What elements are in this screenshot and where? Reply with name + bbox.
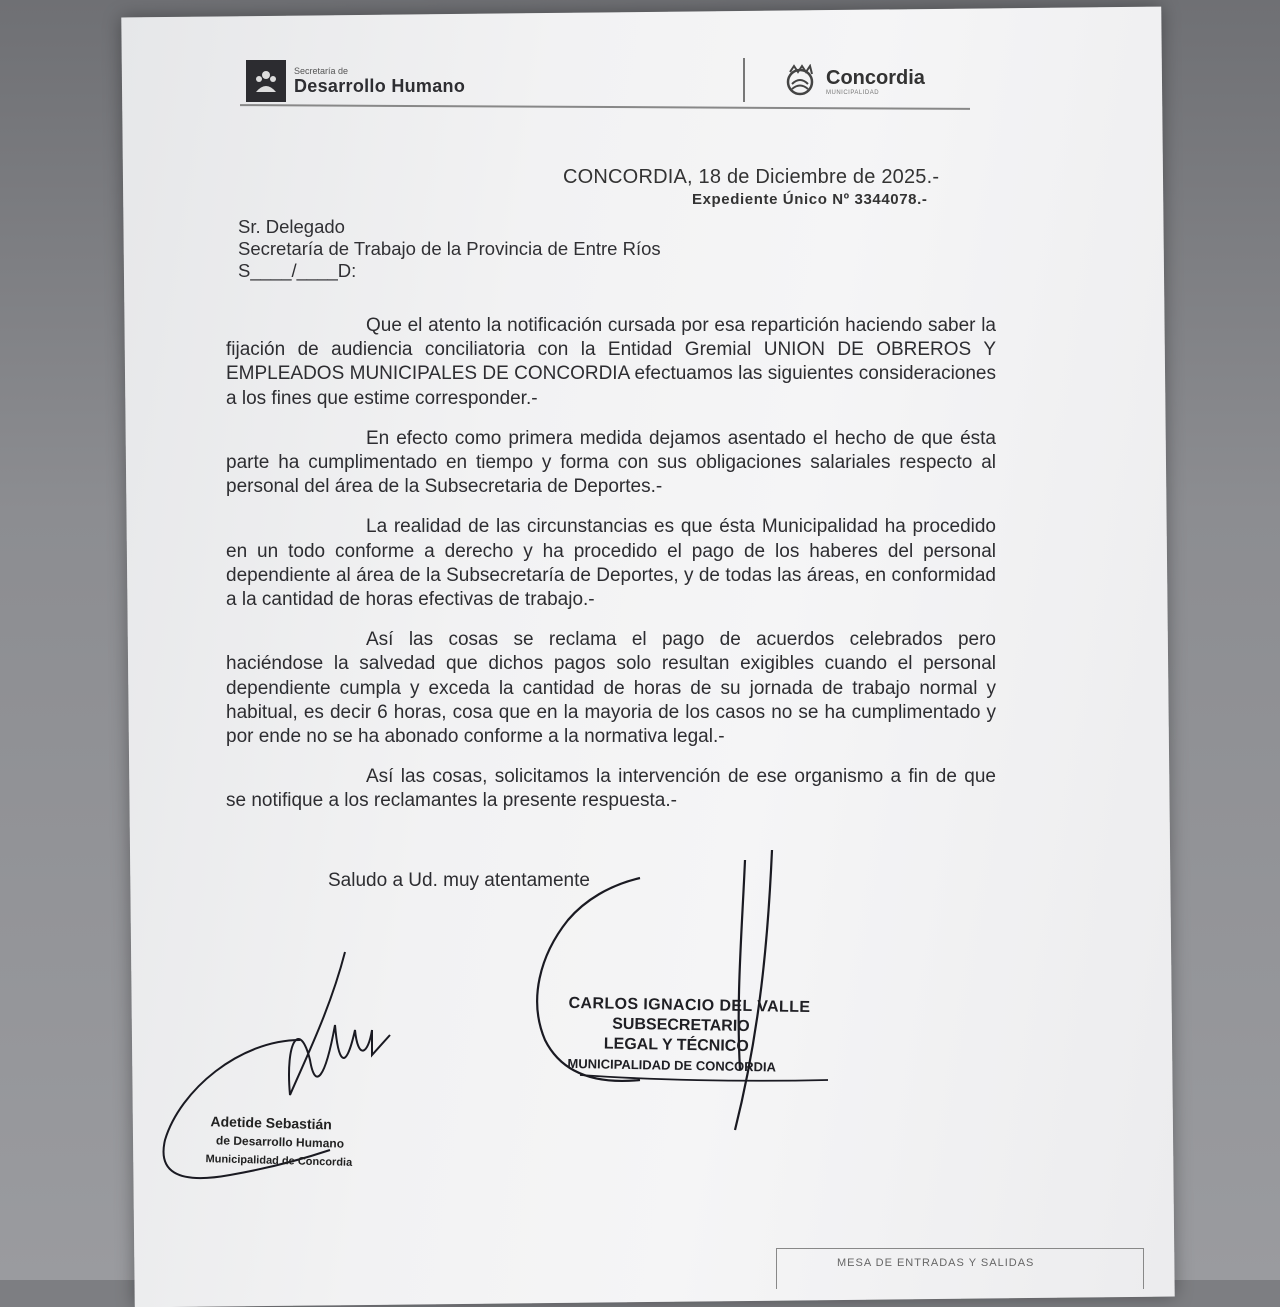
signer-right-name: CARLOS IGNACIO DEL VALLE	[568, 994, 811, 1017]
addressee-line-3: S____/____D:	[238, 260, 357, 281]
closing-line: Saludo a Ud. muy atentamente	[328, 870, 590, 891]
header-left-subtitle: Secretaría de	[294, 65, 349, 76]
concordia-emblem-icon	[780, 64, 820, 98]
letter-body	[226, 314, 996, 814]
header-underline	[240, 104, 970, 110]
signature-right-stroke	[735, 850, 772, 1130]
header-right-logo	[780, 64, 925, 98]
signature-left-stamp	[205, 1112, 353, 1173]
signature-right-stamp	[567, 994, 810, 1078]
header-right-title: Concordia	[826, 66, 925, 89]
header-left-title: Desarrollo Humano	[294, 75, 466, 96]
desarrollo-humano-logo-icon	[246, 60, 286, 102]
paragraph: Que el atento la notificación cursada por esa repartición haciendo saber la fijación de audiencia conciliatoria con la Entidad Gremial UNION DE OBREROS Y EMPLEADOS MUNICIPALES DE CONCORDIA efectuamos las siguientes consideraciones a los fines que estime corresponder.-	[226, 315, 996, 409]
signer-right-title-2: LEGAL Y TÉCNICO	[603, 1035, 749, 1056]
signer-left-org: Municipalidad de Concordia	[205, 1153, 353, 1169]
paragraph: Así las cosas se reclama el pago de acuerdos celebrados pero haciéndose la salvedad que dichos pagos solo resultan exigibles cuando el personal dependiente cumpla y exceda la cantidad de horas de su jornada de trabajo normal y habitual, es decir 6 horas, cosa que en la mayoria de los casos no se ha cumplimentado y por ende no se ha abonado conforme a la normativa legal.-	[226, 629, 996, 748]
addressee-block	[238, 216, 661, 282]
signer-left-name: Adetide Sebastián	[210, 1113, 333, 1133]
header-left-logo	[246, 60, 465, 102]
addressee-line-2: Secretaría de Trabajo de la Provincia de Entre Ríos	[238, 238, 661, 259]
date-line: CONCORDIA, 18 de Diciembre de 2025.-	[563, 166, 940, 188]
paragraph: Así las cosas, solicitamos la intervención de ese organismo a fin de que se notifique a los reclamantes la presente respuesta.-	[226, 766, 996, 812]
expediente-number: Expediente Único Nº 3344078.-	[692, 191, 928, 208]
signer-right-org: MUNICIPALIDAD DE CONCORDIA	[567, 1055, 777, 1075]
paragraph: La realidad de las circunstancias es que ésta Municipalidad ha procedido en un todo conforme a derecho y ha procedido el pago de los haberes del personal dependiente al área de la Subsecretaría de Deportes, y de todas las áreas, en conformidad a la cantidad de horas efectivas de trabajo.-	[226, 516, 996, 611]
header-divider	[743, 58, 745, 102]
signer-left-title: de Desarrollo Humano	[215, 1133, 345, 1151]
reception-stamp-label: MESA DE ENTRADAS Y SALIDAS	[837, 1257, 1035, 1269]
paragraph: En efecto como primera medida dejamos asentado el hecho de que ésta parte ha cumplimentado en tiempo y forma con sus obligaciones salariales respecto al personal del área de la Subsecretaria de Deportes.-	[226, 427, 996, 498]
signature-left-stroke	[289, 952, 390, 1095]
addressee-line-1: Sr. Delegado	[238, 216, 345, 237]
header-right-tagline: MUNICIPALIDAD	[826, 89, 880, 96]
signer-right-title-1: SUBSECRETARIO	[612, 1015, 750, 1036]
reception-stamp-box	[776, 1248, 1144, 1289]
